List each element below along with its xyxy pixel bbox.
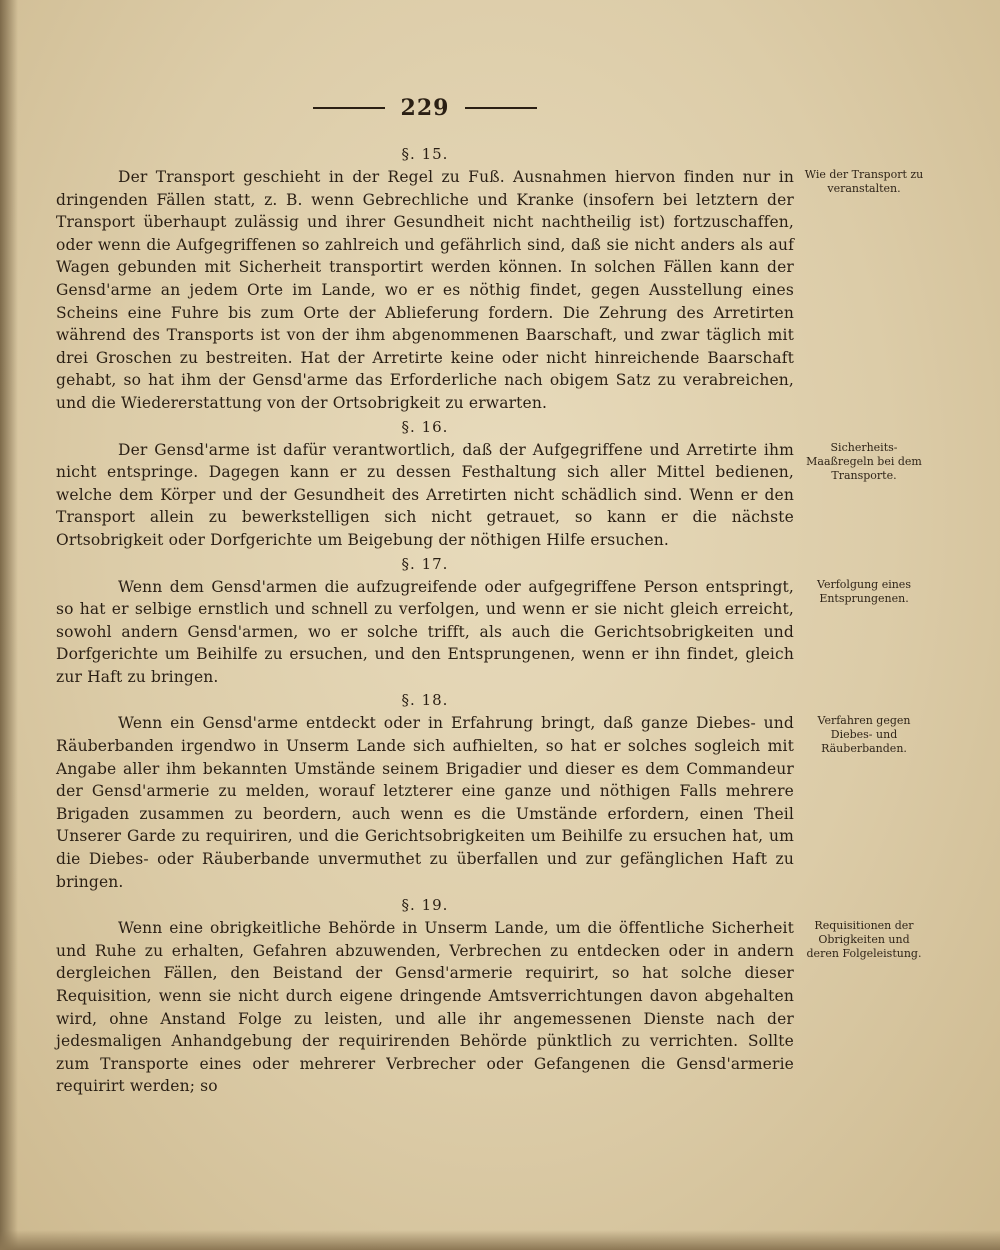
section-number-19: §. 19. [401, 896, 449, 915]
section-paragraph-15: Der Transport geschieht in der Regel zu Fuß. Ausnahmen hiervon finden nur in dringenden Fällen statt, z. B. wenn Gebrechliche und Kranke (insofern bei letztern der Transport überhaupt zulässig und ihrer Gesundheit nicht nachtheilig ist) fortzuschaffen, oder wenn die Aufgegriffenen so zahlreich und gefährlich sind, daß sie nicht anders als auf Wagen gebunden mit Sicherheit transportirt werden können. In solchen Fällen kann der Gensd'arme an jedem Orte im Lande, wo er es nöthig findet, gegen Ausstellung eines Scheins eine Fuhre bis zum Orte der Ablieferung fordern. Die Zehrung des Arretirten während des Transports ist von der ihm abgenommenen Baarschaft, und zwar täglich mit drei Groschen zu bestreiten. Hat der Arretirte keine oder nicht hinreichende Baarschaft gehabt, so hat ihm der Gensd'arme das Erforderliche nach obigem Satz zu verabreichen, und die Wiedererstattung von der Ortsobrigkeit zu erwarten. [56, 168, 794, 412]
section-paragraph-17: Wenn dem Gensd'armen die aufzugreifende oder aufgegriffene Person entspringt, so hat er selbige ernstlich und schnell zu verfolgen, und wenn er sie nicht gleich erreicht, sowohl andern Gensd'armen, wo er solche trifft, als auch die Gerichtsobrigkeiten und Dorfgerichte um Beihilfe zu ersuchen, und den Entsprungenen, wenn er ihn findet, gleich zur Haft zu bringen. [56, 577, 794, 686]
page-bottom-shadow [0, 1230, 1000, 1250]
margin-note-18: Verfahren gegen Diebes- und Räuberbanden. [817, 714, 911, 756]
margin-note-17: Verfolgung eines Entsprungenen. [817, 577, 911, 605]
margin-note-19: Requisitionen der Obrigkeiten und deren Folgeleistung. [806, 919, 922, 961]
section-number-15: §. 15. [401, 145, 449, 163]
section-paragraph-16: Der Gensd'arme ist dafür verantwortlich, daß der Aufgegriffene und Arretirte ihm nicht entspringe. Dagegen kann er zu dessen Festhaltung sich aller Mittel bedienen, welche dem Körper und der Gesundheit des Arretirten nicht schädlich sind. Wenn er den Transport allein zu bewerkstelligen sich nicht getrauet, so kann er die nächste Ortsobrigkeit oder Dorfgerichte um Beigebung der nöthigen Hilfe ersuchen. [56, 440, 794, 549]
section-paragraph-18: Wenn ein Gensd'arme entdeckt oder in Erfahrung bringt, daß ganze Diebes- und Räuberbanden irgendwo in Unserm Lande sich aufhielten, so hat er solches sogleich mit Angabe aller ihm bekannten Umstände seinem Brigadier und dieser es dem Commandeur der Gensd'armerie zu melden, worauf letzterer eine ganze und nöthigen Falls mehrere Brigaden zusammen zu beordern, auch wenn es die Umstände erfordern, einen Theil Unserer Garde zu requiriren, und die Gerichtsobrigkeiten um Beihilfe zu ersuchen hat, um die Diebes- oder Räuberbande unvermuthet zu überfallen und zur gefänglichen Haft zu bringen. [56, 714, 794, 891]
page-number: 229 [400, 95, 450, 121]
page-header [300, 92, 550, 124]
section-number-17: §. 17. [401, 554, 449, 573]
section-paragraph-19: Wenn eine obrigkeitliche Behörde in Unserm Lande, um die öffentliche Sicherheit und Ruhe zu erhalten, Gefahren abzuwenden, Verbrechen zu entdecken oder in andern dergleichen Fällen, den Beistand der Gensd'armerie requirirt, so hat solche dieser Requisition, wenn sie nicht durch eigene dringende Amtsverrichtungen davon abgehalten wird, ohne Anstand Folge zu leisten, und alle ihr angemessenen Dienste nach der jedesmaligen Anhandgebung der requirirenden Behörde pünktlich zu verrichten. Sollte zum Transporte eines oder mehrerer Verbrecher oder Gefangenen die Gensd'armerie requirirt werden; so [56, 919, 794, 1096]
page-edge-shadow [0, 0, 18, 1250]
margin-note-16: Sicherheits-Maaßregeln bei dem Transporte. [806, 440, 922, 482]
section-number-16: §. 16. [401, 417, 449, 436]
margin-note-15: Wie der Transport zu veranstalten. [804, 168, 924, 195]
section-number-18: §. 18. [401, 691, 449, 710]
header-rule-left [313, 107, 385, 109]
header-rule-right [465, 107, 537, 109]
document-body [56, 142, 794, 1098]
